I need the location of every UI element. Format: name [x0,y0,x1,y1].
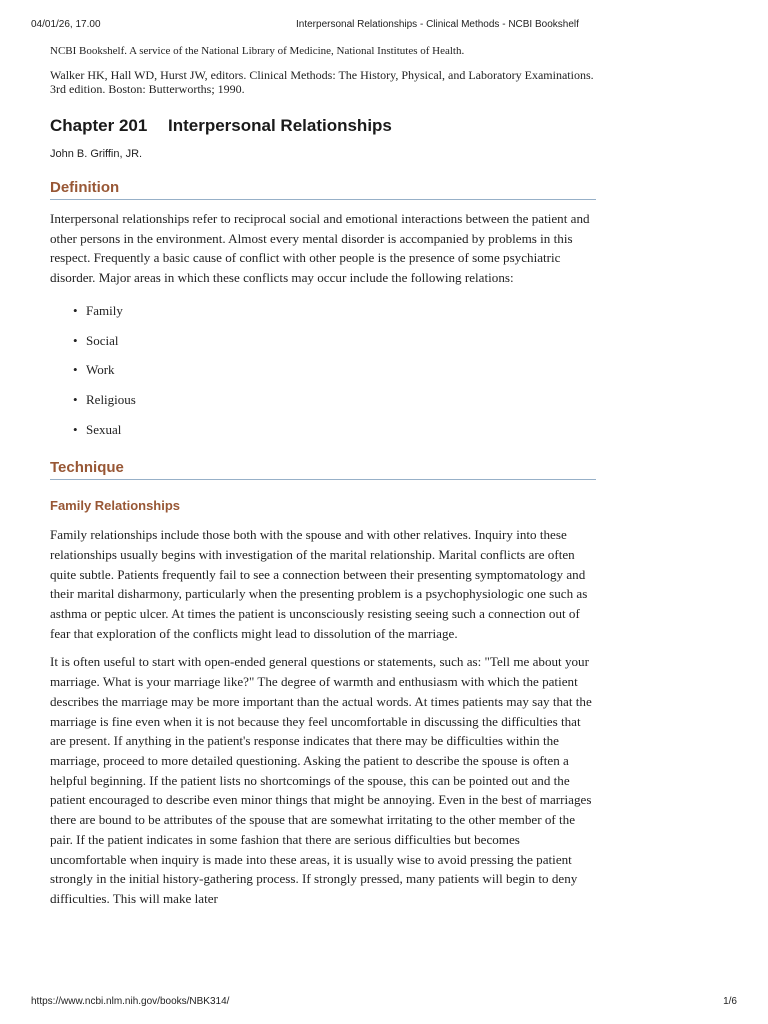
list-item-label: Social [86,332,119,348]
chapter-number: Chapter 201 [50,116,148,135]
section-heading-definition: Definition [50,179,596,200]
bullet-icon: • [73,302,78,318]
family-paragraph-1: Family relationships include those both with the spouse and with other relatives. Inquiry into these relationships usually begins with investigation of the marital relationship. Marital conflicts are often quite subtle. Patients frequently fail to see a connection between their presenting symptomatology and their marital disharmony, particularly when the presenting problem is a psychophysiologic one such as asthma or peptic ulcer. At times the patient is unconsciously resisting seeing such a connection out of fear that exploration of the conflicts might lead to dissolution of the marriage. [50,527,588,641]
list-item [50,392,596,422]
bullet-icon: • [73,391,78,407]
definition-paragraph: Interpersonal relationships refer to reciprocal social and emotional interactions between the patient and other persons in the environment. Almost every mental disorder is accompanied by problems in this respect. Frequently a basic cause of conflict with other people is the presence of some psychiatric disorder. Major areas in which these conflicts may occur include the following relations: [50,211,590,286]
list-item-label: Family [86,302,123,318]
list-item-label: Work [86,362,115,378]
book-citation: Walker HK, Hall WD, Hurst JW, editors. Clinical Methods: The History, Physical, and Laboratory Examinations. 3rd edition. Boston: Butterworths; 1990. [50,68,594,96]
bookshelf-attribution: NCBI Bookshelf. A service of the National Library of Medicine, National Institutes of Health. [50,45,465,57]
bullet-icon: • [73,332,78,348]
bullet-icon: • [73,362,78,378]
list-item [50,422,596,452]
list-item [50,333,596,363]
subsection-heading-family: Family Relationships [50,498,181,514]
print-url: https://www.ncbi.nlm.nih.gov/books/NBK314/ [31,996,230,1007]
list-item [50,303,596,333]
bullet-icon: • [73,421,78,437]
section-heading-technique: Technique [50,459,596,480]
print-footer [31,996,737,1010]
list-item-label: Religious [86,391,136,407]
chapter-title: Interpersonal Relationships [168,116,392,135]
article-content [50,44,596,909]
family-paragraph-2: It is often useful to start with open-ended general questions or statements, such as: "Tell me about your marriage. What is your marriage like?" The degree of warmth and enthusiasm with which the patient describes the marriage may be more important than the actual words. At times patients may say that the marriage is fine even when it is not because they feel uncomfortable in discussing the difficulties that are present. If anything in the patient's response indicates that there may be difficulties within the marriage, proceed to more detailed questioning. Asking the patient to describe the spouse is often a helpful beginning. If the patient lists no shortcomings of the spouse, this can be pointed out and the patient encouraged to describe even minor things that might be annoying. Even in the best of marriages there are bound to be attributes of the spouse that are somewhat irritating to the other member of the pair. If the patient indicates in some fashion that there are serious difficulties but becomes uncomfortable when inquiry is made into these areas, it is usually wise to avoid pressing the patient strongly in the initial history-gathering process. If strongly pressed, many patients will begin to deny difficulties. This will make later [50,654,592,906]
chapter-heading [50,115,596,137]
print-page-title: Interpersonal Relationships - Clinical Methods - NCBI Bookshelf [296,19,579,30]
list-item [50,362,596,392]
chapter-author: John B. Griffin, JR. [50,148,143,160]
relations-list [50,303,596,451]
list-item-label: Sexual [86,421,122,437]
print-page-number: 1/6 [723,996,737,1007]
print-header [31,19,737,33]
print-datetime: 04/01/26, 17.00 [31,19,101,30]
